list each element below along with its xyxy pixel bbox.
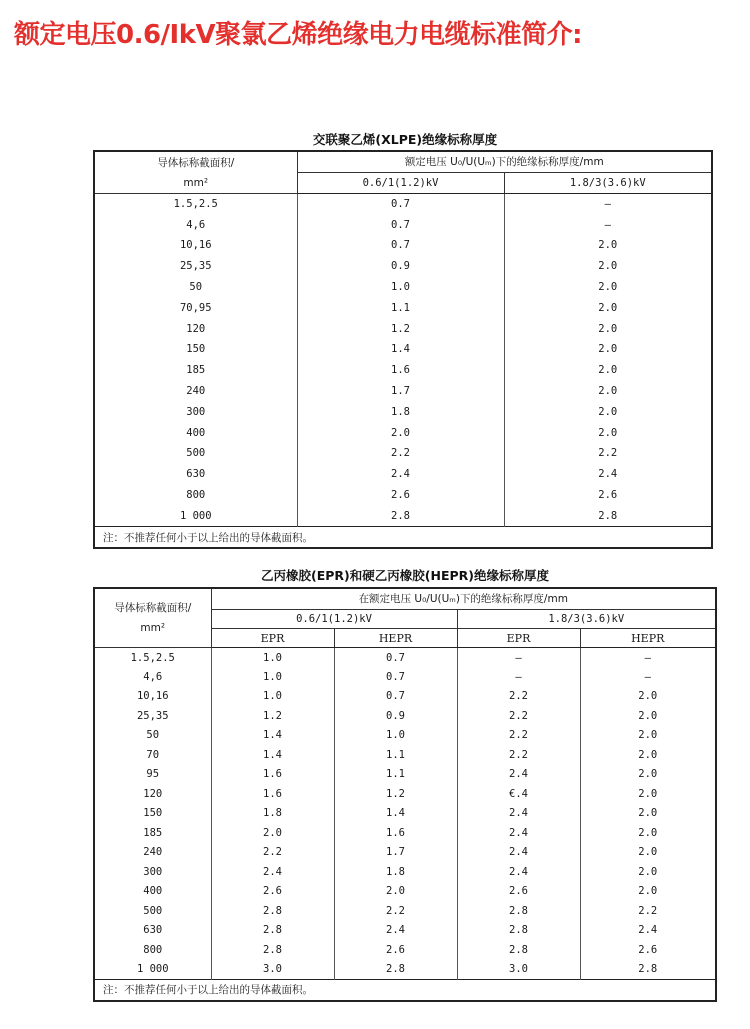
cell-thickness: 2.8 — [457, 921, 580, 941]
cell-thickness: 1.8 — [211, 804, 334, 824]
cell-conductor-area: 150 — [186, 343, 206, 356]
cell-conductor-area: 400 — [143, 885, 163, 898]
cell-thickness: 1.0 — [211, 687, 334, 707]
col-header-area-line2: mm² — [183, 176, 209, 189]
table-row — [94, 804, 716, 824]
cell-thickness: 0.7 — [297, 214, 504, 235]
cell-thickness: 2.0 — [580, 687, 716, 707]
cell-thickness: — — [580, 648, 716, 668]
cell-thickness: 1.6 — [334, 823, 457, 843]
cell-thickness: 2.8 — [211, 901, 334, 921]
cell-thickness: 2.4 — [457, 843, 580, 863]
cell-thickness: 2.8 — [457, 901, 580, 921]
cell-thickness: 2.6 — [334, 940, 457, 960]
cell-conductor-area: 10,16 — [179, 239, 212, 252]
xlpe-table-note: 注：不推荐任何小于以上给出的导体截面积。 — [94, 526, 712, 548]
cell-thickness: 1.0 — [297, 277, 504, 298]
cell-conductor-area: 120 — [143, 787, 163, 800]
xlpe-table-caption: 交联聚乙烯(XLPE)绝缘标称厚度 — [312, 132, 498, 147]
cell-thickness: 2.0 — [580, 765, 716, 785]
cell-thickness: 1.1 — [334, 745, 457, 765]
cell-thickness: 2.2 — [334, 901, 457, 921]
cell-thickness: 0.9 — [334, 706, 457, 726]
col-header-voltage-0.6kv: 0.6/1(1.2)kV — [211, 610, 457, 629]
col-header-epr: EPR — [211, 629, 334, 648]
epr-table-note: 注：不推荐任何小于以上给出的导体截面积。 — [94, 979, 716, 1001]
col-header-epr: EPR — [457, 629, 580, 648]
cell-thickness: 1.4 — [297, 339, 504, 360]
cell-conductor-area: 4,6 — [143, 670, 163, 683]
cell-thickness: — — [504, 214, 712, 235]
cell-thickness: 2.0 — [580, 882, 716, 902]
cell-thickness: 2.2 — [457, 726, 580, 746]
cell-conductor-area: 70 — [146, 748, 160, 761]
cell-thickness: 2.6 — [580, 940, 716, 960]
cell-conductor-area: 1 000 — [179, 509, 212, 522]
table-row — [94, 422, 712, 443]
cell-thickness: 1.8 — [297, 401, 504, 422]
cell-thickness: 2.6 — [504, 485, 712, 506]
table-row — [94, 194, 712, 215]
cell-thickness: — — [580, 667, 716, 687]
table-row — [94, 505, 712, 526]
cell-thickness: 2.0 — [504, 360, 712, 381]
cell-thickness: 1.0 — [334, 726, 457, 746]
table-row — [94, 862, 716, 882]
table-row — [94, 784, 716, 804]
table-row — [94, 214, 712, 235]
cell-conductor-area: 500 — [143, 904, 163, 917]
col-header-voltage-1.8kv: 1.8/3(3.6)kV — [504, 173, 712, 194]
cell-thickness: 3.0 — [457, 960, 580, 980]
cell-thickness: 1.4 — [211, 726, 334, 746]
cell-conductor-area: 4,6 — [186, 218, 206, 231]
cell-thickness: 2.8 — [580, 960, 716, 980]
cell-thickness: 2.8 — [334, 960, 457, 980]
cell-thickness: 2.4 — [457, 823, 580, 843]
cell-thickness: 2.0 — [504, 256, 712, 277]
cell-conductor-area: 25,35 — [136, 709, 169, 722]
cell-thickness: 1.7 — [334, 843, 457, 863]
table-row — [94, 882, 716, 902]
cell-conductor-area: 300 — [143, 865, 163, 878]
cell-thickness: 2.4 — [504, 464, 712, 485]
cell-thickness: 2.2 — [504, 443, 712, 464]
cell-conductor-area: 25,35 — [179, 260, 212, 273]
cell-thickness: 2.0 — [580, 726, 716, 746]
cell-conductor-area: 10,16 — [136, 690, 169, 703]
cell-thickness: — — [457, 667, 580, 687]
col-header-area-line1: 导体标称截面积/ — [114, 602, 192, 614]
cell-thickness: 2.4 — [334, 921, 457, 941]
cell-thickness: 2.0 — [580, 804, 716, 824]
cell-thickness: 2.0 — [504, 381, 712, 402]
cell-thickness: 1.0 — [211, 667, 334, 687]
cell-thickness: 2.4 — [580, 921, 716, 941]
cell-thickness: 2.2 — [457, 706, 580, 726]
col-header-area-line1: 导体标称截面积/ — [157, 156, 235, 169]
cell-conductor-area: 120 — [186, 322, 206, 335]
cell-thickness: 2.0 — [504, 339, 712, 360]
col-header-voltage-group: 额定电压 U₀/U(Uₘ)下的绝缘标称厚度/mm — [297, 151, 712, 173]
cell-thickness: 1.4 — [211, 745, 334, 765]
cell-thickness: 2.0 — [504, 422, 712, 443]
table-row — [94, 823, 716, 843]
cell-conductor-area: 500 — [186, 447, 206, 460]
cell-thickness: 2.0 — [580, 745, 716, 765]
xlpe-thickness-table — [93, 150, 713, 549]
cell-thickness: 2.0 — [504, 277, 712, 298]
table-row — [94, 381, 712, 402]
table-row — [94, 940, 716, 960]
cell-thickness: 1.6 — [211, 765, 334, 785]
cell-thickness: 2.0 — [580, 706, 716, 726]
table-row — [94, 464, 712, 485]
table-row — [94, 339, 712, 360]
cell-thickness: 2.8 — [211, 940, 334, 960]
cell-thickness: 2.6 — [297, 485, 504, 506]
table-row — [94, 485, 712, 506]
cell-thickness: 2.2 — [297, 443, 504, 464]
cell-thickness: 1.4 — [334, 804, 457, 824]
cell-thickness: 2.0 — [504, 235, 712, 256]
table-row — [94, 687, 716, 707]
cell-conductor-area: 630 — [186, 468, 206, 481]
col-header-voltage-0.6kv: 0.6/1(1.2)kV — [297, 173, 504, 194]
cell-thickness: 1.6 — [297, 360, 504, 381]
col-header-hepr: HEPR — [580, 629, 716, 648]
cell-thickness: 2.0 — [580, 784, 716, 804]
cell-thickness: 2.0 — [504, 401, 712, 422]
cell-thickness: 2.2 — [457, 687, 580, 707]
cell-thickness: — — [504, 194, 712, 215]
cell-conductor-area: 240 — [186, 385, 206, 398]
cell-thickness: 2.4 — [457, 862, 580, 882]
cell-thickness: 2.8 — [211, 921, 334, 941]
table-row — [94, 360, 712, 381]
cell-thickness: 2.8 — [504, 505, 712, 526]
table-row — [94, 745, 716, 765]
table-row — [94, 297, 712, 318]
cell-conductor-area: 300 — [186, 405, 206, 418]
cell-thickness: — — [457, 648, 580, 668]
epr-thickness-table — [93, 587, 717, 1002]
cell-conductor-area: 400 — [186, 426, 206, 439]
table-row — [94, 318, 712, 339]
epr-table-caption: 乙丙橡胶(EPR)和硬乙丙橡胶(HEPR)绝缘标称厚度 — [261, 568, 549, 583]
cell-thickness: 2.0 — [580, 843, 716, 863]
cell-thickness: 1.8 — [334, 862, 457, 882]
cell-conductor-area: 1 000 — [136, 963, 169, 975]
col-header-voltage-group: 在额定电压 U₀/U(Uₘ)下的绝缘标称厚度/mm — [211, 588, 716, 610]
cell-conductor-area: 240 — [143, 846, 163, 859]
cell-thickness: 1.1 — [334, 765, 457, 785]
cell-thickness: 2.0 — [211, 823, 334, 843]
cell-thickness: 2.8 — [457, 940, 580, 960]
col-header-hepr: HEPR — [334, 629, 457, 648]
cell-thickness: 2.6 — [211, 882, 334, 902]
cell-thickness: 2.2 — [211, 843, 334, 863]
cell-thickness: 2.0 — [580, 862, 716, 882]
cell-conductor-area: 150 — [143, 807, 163, 820]
col-header-area-line2: mm² — [140, 622, 166, 634]
cell-thickness: 1.2 — [334, 784, 457, 804]
cell-thickness: 1.2 — [211, 706, 334, 726]
cell-thickness: 2.0 — [504, 297, 712, 318]
table-row — [94, 667, 716, 687]
cell-thickness: 1.0 — [211, 648, 334, 668]
table-row — [94, 277, 712, 298]
cell-thickness: 0.9 — [297, 256, 504, 277]
table-row — [94, 706, 716, 726]
cell-conductor-area: 95 — [146, 768, 160, 781]
table-row — [94, 443, 712, 464]
cell-thickness: 0.7 — [334, 687, 457, 707]
table-row — [94, 960, 716, 980]
cell-thickness: 0.7 — [297, 235, 504, 256]
table-row — [94, 921, 716, 941]
table-row — [94, 901, 716, 921]
cell-thickness: 1.1 — [297, 297, 504, 318]
cell-conductor-area: 630 — [143, 924, 163, 937]
cell-conductor-area: 70,95 — [179, 301, 212, 314]
table-row — [94, 843, 716, 863]
page-title: 额定电压0.6/IkV聚氯乙烯绝缘电力电缆标准简介: — [14, 20, 583, 50]
cell-conductor-area: 50 — [146, 729, 160, 742]
col-header-voltage-1.8kv: 1.8/3(3.6)kV — [457, 610, 716, 629]
cell-thickness: 2.0 — [334, 882, 457, 902]
cell-conductor-area: 800 — [186, 489, 206, 502]
cell-conductor-area: 185 — [186, 364, 206, 377]
cell-thickness: 0.7 — [334, 667, 457, 687]
table-row — [94, 401, 712, 422]
cell-thickness: 2.0 — [580, 823, 716, 843]
col-header-conductor-area — [94, 588, 211, 648]
cell-thickness: 2.4 — [297, 464, 504, 485]
cell-conductor-area: 1.5,2.5 — [130, 651, 175, 664]
table-row — [94, 256, 712, 277]
cell-thickness: 1.6 — [211, 784, 334, 804]
cell-thickness: 2.4 — [457, 765, 580, 785]
table-row — [94, 765, 716, 785]
cell-thickness: 2.4 — [457, 804, 580, 824]
table-row — [94, 648, 716, 668]
cell-thickness: 2.8 — [297, 505, 504, 526]
table-row — [94, 726, 716, 746]
cell-thickness: 2.6 — [457, 882, 580, 902]
cell-thickness: 1.7 — [297, 381, 504, 402]
cell-thickness: 2.0 — [297, 422, 504, 443]
cell-thickness: €.4 — [457, 784, 580, 804]
cell-thickness: 1.2 — [297, 318, 504, 339]
table-row — [94, 235, 712, 256]
cell-thickness: 2.4 — [211, 862, 334, 882]
cell-conductor-area: 185 — [143, 826, 163, 839]
cell-conductor-area: 800 — [143, 943, 163, 956]
cell-conductor-area: 50 — [189, 281, 203, 294]
cell-thickness: 3.0 — [211, 960, 334, 980]
col-header-conductor-area — [94, 151, 297, 194]
cell-thickness: 0.7 — [334, 648, 457, 668]
cell-conductor-area: 1.5,2.5 — [173, 198, 218, 211]
cell-thickness: 2.2 — [457, 745, 580, 765]
cell-thickness: 2.2 — [580, 901, 716, 921]
cell-thickness: 2.0 — [504, 318, 712, 339]
cell-thickness: 0.7 — [297, 194, 504, 215]
